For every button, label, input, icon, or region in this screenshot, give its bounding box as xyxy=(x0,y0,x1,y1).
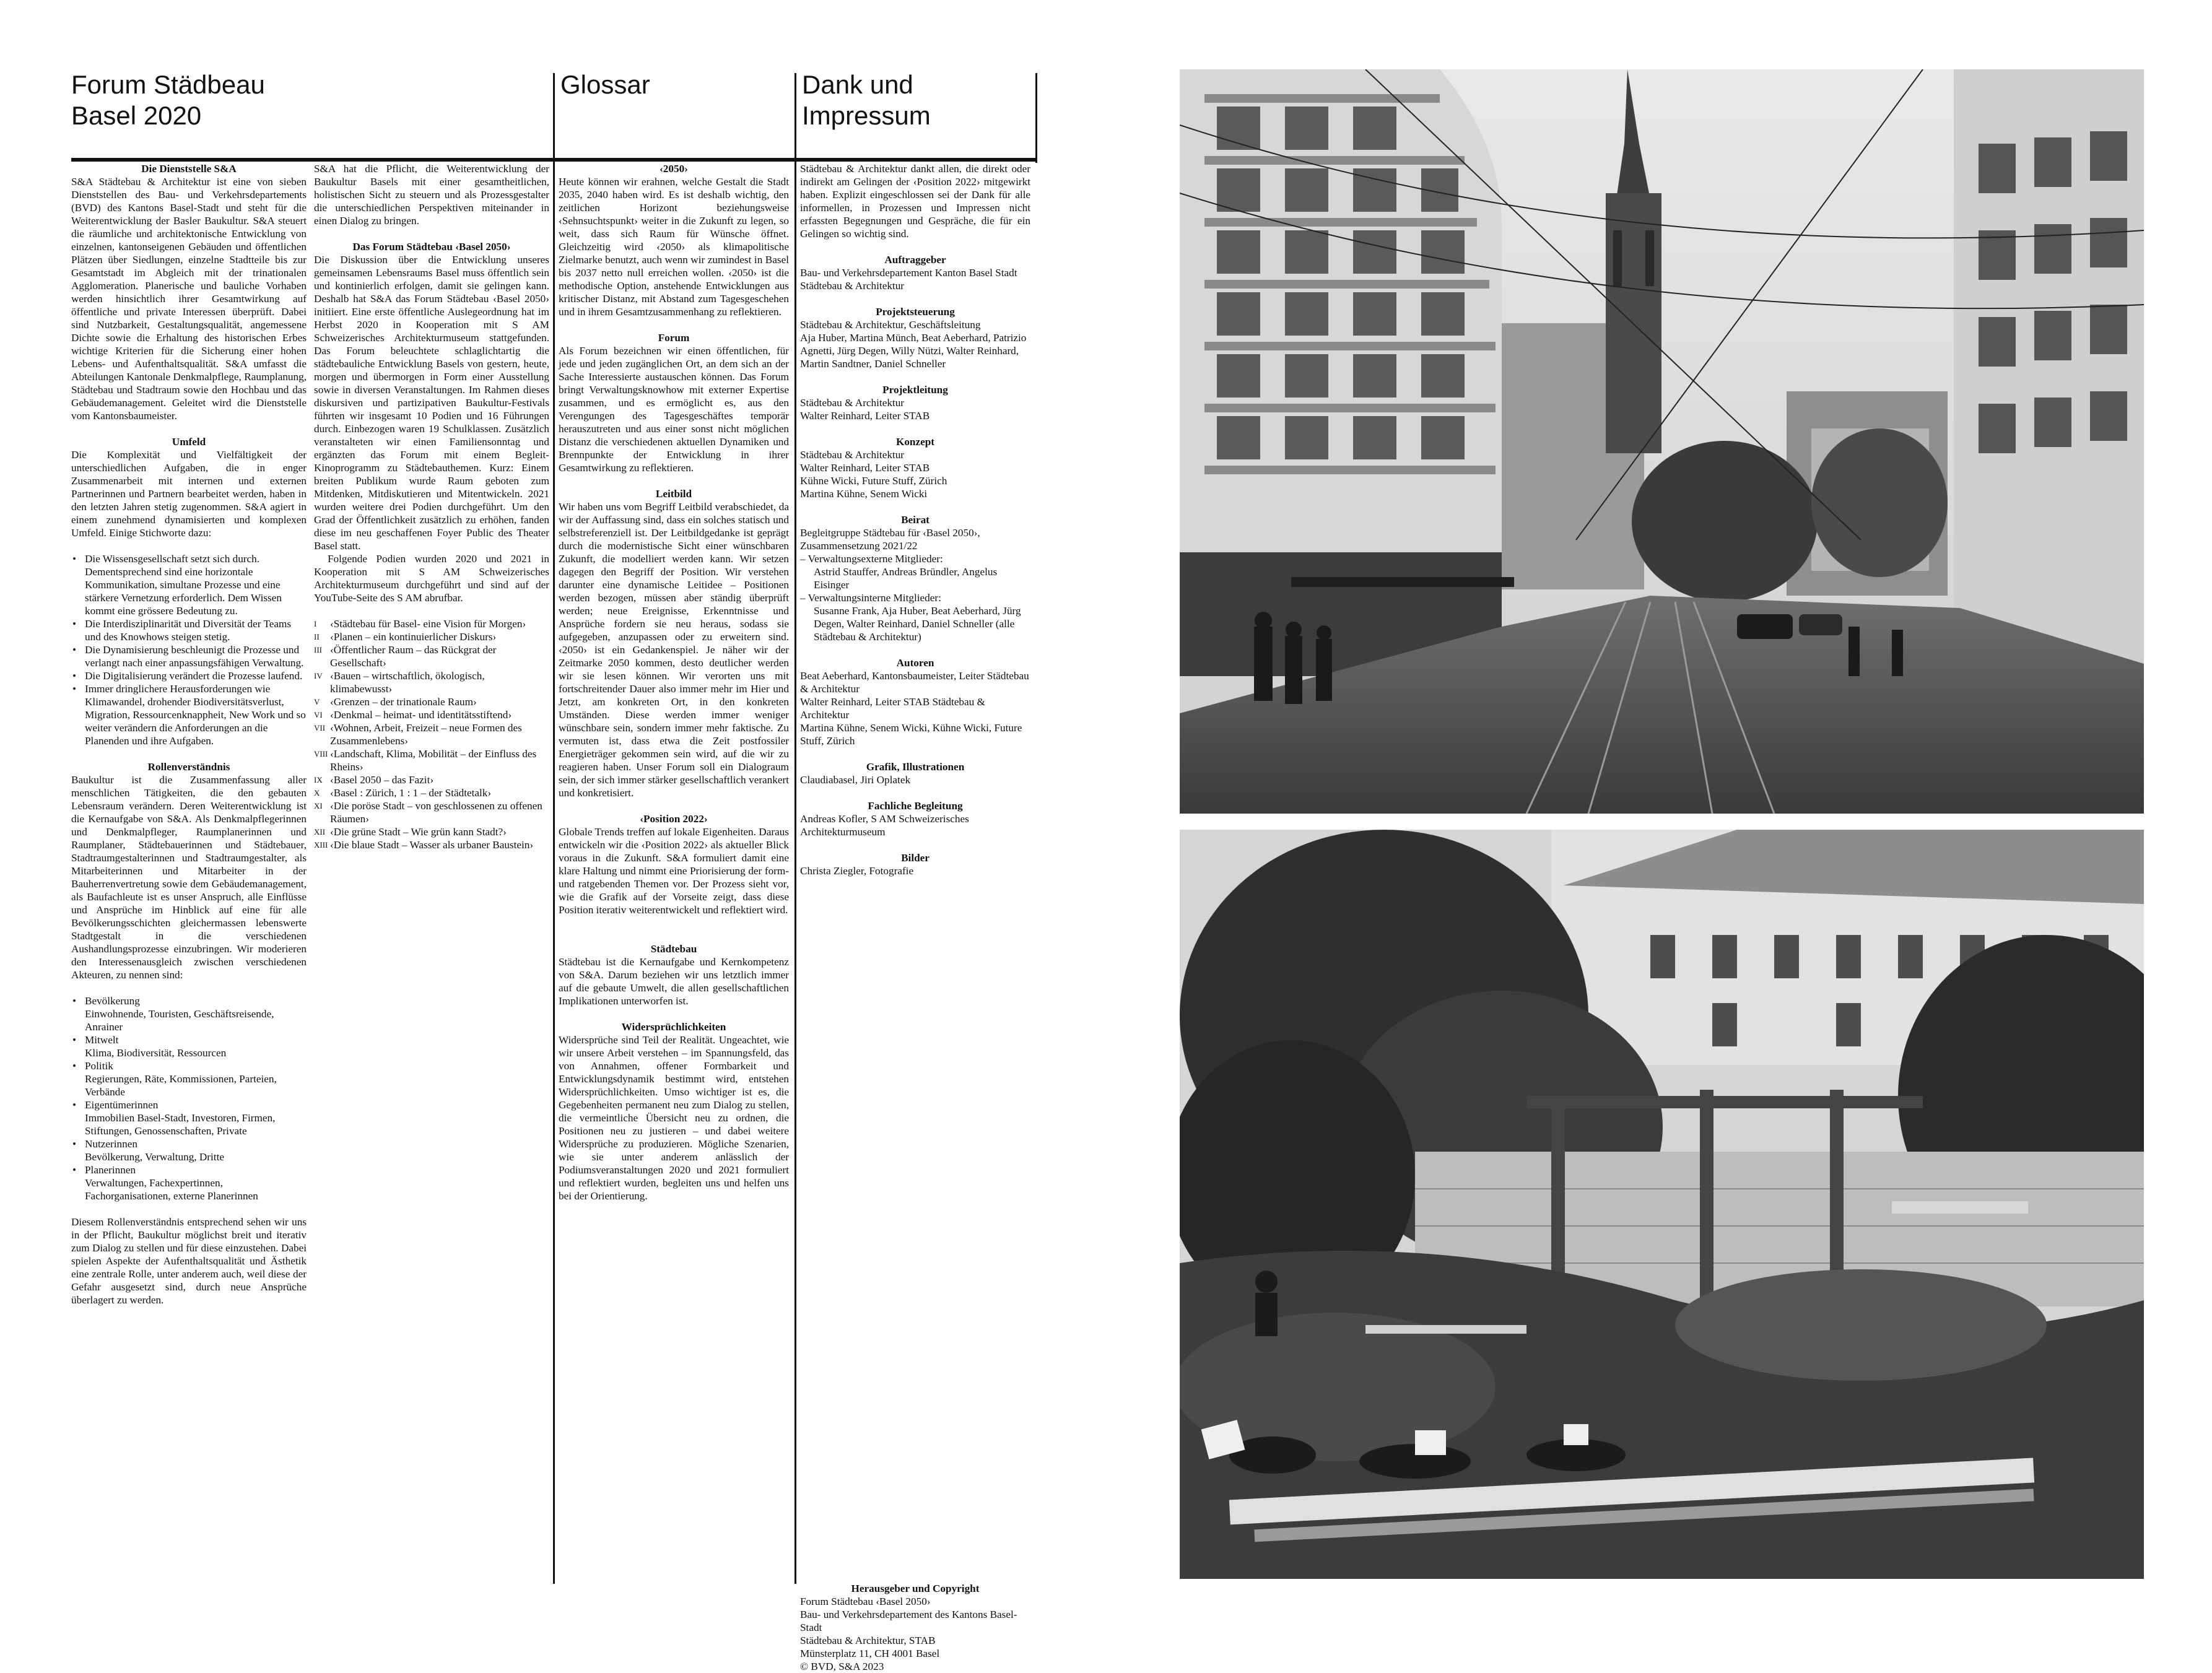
text-line: Beat Aeberhard, Kantonsbaumeister, Leiter Städtebau & Architektur xyxy=(800,670,1029,695)
list-item xyxy=(85,1137,307,1163)
header-forum-line1: Forum Städbeau xyxy=(71,70,265,99)
text-forum-1: Die Diskussion über die Entwicklung unseres gemeinsamen Lebensraums Basel muss öffentlich sein und kontinierlich erfolgen, damit sie gelingen kann. Deshalb hat S&A das Forum Städtebau ‹Basel 2050› initiiert. Eine erste öffentliche Auslegeordnung hat im Herbst 2020 in Kooperation mit S AM Schweizerisches Architekturmuseum stattgefunden. Das Forum beleuchtete schlaglichtartig die städtebauliche Entwicklung Basels von gestern, heute, morgen und übermorgen in Form einer Ausstellung sowie in diversen Veranstaltungen. Im Rahmen dieses diskursiven und partizipativen Baukultur-Festivals führten wir insgesamt 10 Podien und 16 Führungen durch. Einbezogen waren 19 Schulklassen. Zusätzlich veranstalteten wir einen Familiensonntag und ergänzten das Forum mit einem Begleit-Kinoprogramm zu Städtebauthemen. Kurz: Einem breiten Publikum wurde Raum geboten zum Mitdenken, Mitdiskutieren und Mitentwickeln. 2021 wurden weitere drei Podien durchgeführt. Um den Grad der Öffentlichkeit zusätzlich zu erhöhen, fanden diese im neu geschaffenen Foyer Public des Theater Basel statt. xyxy=(314,254,549,552)
text-line: Christa Ziegler, Fotografie xyxy=(800,865,914,877)
list-item xyxy=(85,1163,307,1202)
heading-herausgeber: Herausgeber und Copyright xyxy=(851,1583,980,1594)
herausgeber-block xyxy=(800,1582,1030,1673)
text-schluss: Diesem Rollenverständnis entsprechend sehen wir uns in der Pflicht, Baukultur möglichst breit und iterativ zum Dialog zu stellen und für diese einzustehen. Dabei spielen Aspekte der Aufenthaltsqualität und Ästhetik eine zentrale Rolle, unter anderem auch, weil diese der Gefahr ausgesetzt sind, durch neue Ansprüche überlagert zu werden. xyxy=(71,1216,307,1306)
column-glossar xyxy=(559,162,789,1202)
list-podien xyxy=(314,617,549,851)
list-item-title: Mitwelt xyxy=(85,1034,119,1046)
list-item: VII ‹Wohnen, Arbeit, Freizeit – neue Formen des Zusammenlebens› xyxy=(314,722,522,747)
list-item xyxy=(85,1059,307,1098)
list-item: • Die Digitalisierung verändert die Prozesse laufend. xyxy=(85,669,307,682)
text-line: Städtebau & Architektur, STAB xyxy=(800,1635,936,1646)
text-line: Walter Reinhard, Leiter STAB xyxy=(800,462,930,474)
column-divider-glossar xyxy=(553,73,555,1584)
text-line: © BVD, S&A 2023 xyxy=(800,1661,884,1672)
heading-fachliche-begleitung: Fachliche Begleitung xyxy=(868,800,963,812)
list-item-sub: Klima, Biodiversität, Ressourcen xyxy=(85,1047,227,1059)
text-intro: S&A hat die Pflicht, die Weiterentwicklung der Baukultur Basels mit einer gesamtheitlichen, holistischen Sicht zu steuern und als Prozessgestalter die unterschiedlichen Perspektiven miteinander in einen Dialog zu bringen. xyxy=(314,163,549,227)
column-divider-dank xyxy=(795,73,796,1584)
list-item: • Die Interdisziplinarität und Diversität der Teams und des Knowhows steigen stetig. xyxy=(85,617,307,643)
heading-forum-basel: Das Forum Städtebau ‹Basel 2050› xyxy=(352,241,511,253)
heading-staedtebau: Städtebau xyxy=(650,943,697,955)
text-line: Städtebau & Architektur xyxy=(800,280,905,292)
text-line: Andreas Kofler, S AM Schweizerisches Architekturmuseum xyxy=(800,813,969,838)
list-item-sub: Einwohnende, Touristen, Geschäftsreisende, Anrainer xyxy=(85,1008,274,1033)
list-item-title: Eigentümerinnen xyxy=(85,1099,159,1111)
list-item: VI ‹Denkmal – heimat- und identitätsstiftend› xyxy=(314,709,512,721)
text-forum-2: Folgende Podien wurden 2020 und 2021 in Kooperation mit S AM Schweizerisches Architekturmuseum durchgeführt und sind auf der YouTube-Seite des S AM abrufbar. xyxy=(314,553,549,604)
text-line: Martina Kühne, Senem Wicki, Kühne Wicki, Future Stuff, Zürich xyxy=(800,722,1022,747)
heading-rollen: Rollenverständnis xyxy=(147,761,230,773)
heading-beirat: Beirat xyxy=(901,514,930,526)
heading-konzept: Konzept xyxy=(895,436,935,448)
list-item: V ‹Grenzen – der trinationale Raum› xyxy=(314,696,477,708)
text-line: Bau- und Verkehrsdepartement des Kantons Basel-Stadt xyxy=(800,1609,1017,1633)
text-line: Susanne Frank, Aja Huber, Beat Aeberhard, Jürg Degen, Walter Reinhard, Daniel Schneller (alle Städtebau & Architektur) xyxy=(814,605,1021,643)
text-line: Claudiabasel, Jiri Oplatek xyxy=(800,774,911,786)
heading-widersprueche: Widersprüchlichkeiten xyxy=(621,1021,726,1033)
list-item: II ‹Planen – ein kontinuierlicher Diskurs› xyxy=(314,631,497,643)
text-widersprueche: Widersprüche sind Teil der Realität. Ungeachtet, wie wir unsere Arbeit verstehen – im Spannungsfeld, das von Annahmen, offener Formbarkeit und Entwicklungsdynamik bestimmt wird, entstehen Widersprüchlichkeiten. Umso wichtiger ist es, die Gegebenheiten permanent neu zum Dialog zu stellen, die vermeintliche Übersicht neu zu ordnen, die Positionen neu zu justieren – und dabei weitere Widersprüche zu produzieren. Mögliche Szenarien, wie sie unter anderem anlässlich der Podiumsveranstaltungen 2020 und 2021 formuliert und reflektiert wurden, begleiten uns und helfen uns bei der Orientierung. xyxy=(559,1034,789,1202)
heading-autoren: Autoren xyxy=(896,657,934,669)
text-umfeld: Die Komplexität und Vielfältigkeit der unterschiedlichen Aufgaben, die in enger Zusammenarbeit mit internen und externen Partnerinnen und Partnern bearbeitet werden, haben in den letzten Jahren stetig zugenommen. S&A agiert in einem zunehmend dynamisierten und komplexen Umfeld. Einige Stichworte dazu: xyxy=(71,449,307,539)
text-forum: Als Forum bezeichnen wir einen öffentlichen, für jede und jeden zugänglichen Ort, an dem sich an der Sache Interessierte austauschen können. Das Forum bringt Verwaltungsknowhow mit externer Expertise zusammen, und es ermöglicht es, aus den Verengungen des Tagesgeschäftes temporär herauszutreten und aus einer sonst nicht möglichen Distanz die verschiedenen aktuellen Dynamiken und Brennpunkte der Entwicklung in ihrer Gesamtwirkung zu reflektieren. xyxy=(559,345,789,474)
list-item-title: Planerinnen xyxy=(85,1164,136,1176)
text-line: Städtebau & Architektur, Geschäftsleitung xyxy=(800,319,981,331)
text-line: Walter Reinhard, Leiter STAB Städtebau & Architektur xyxy=(800,696,985,721)
list-item xyxy=(85,1098,307,1137)
header-dank xyxy=(802,69,931,131)
list-item: • Die Dynamisierung beschleunigt die Prozesse und verlangt nach einer anpassungsfähigen Verwaltung. xyxy=(85,643,307,669)
list-item: XII ‹Die grüne Stadt – Wie grün kann Stadt?› xyxy=(314,826,507,838)
heading-dienststelle: Die Dienststelle S&A xyxy=(141,163,237,175)
text-position: Globale Trends treffen auf lokale Eigenheiten. Daraus entwickeln wir die ‹Position 2022› als aktueller Blick voraus in die Zukunft. S&A formuliert damit eine klare Haltung und nimmt eine Priorisierung der form- und ratgebenden Themen vor. Der Prozess sieht vor, wie die Grafik auf der Vorseite zeigt, dass diese Position iterativ weiterentwickelt und reflektiert wird. xyxy=(559,826,789,916)
column-forum xyxy=(314,162,549,851)
column-divider-right xyxy=(1035,73,1037,163)
column-impressum xyxy=(800,162,1030,1673)
list-item xyxy=(85,994,307,1033)
list-item: XI ‹Die poröse Stadt – von geschlossenen zu offenen Räumen› xyxy=(314,800,542,825)
text-dank: Städtebau & Architektur dankt allen, die direkt oder indirekt am Gelingen der ‹Position 2022› mitgewirkt haben. Explizit eingeschlossen sei der Dank für alle informellen, in Prozessen und Impressen nicht erfassten Begegnungen und Gespräche, die für ein Gelingen so wichtig sind. xyxy=(800,163,1030,240)
list-item-sub: Bevölkerung, Verwaltung, Dritte xyxy=(85,1151,224,1163)
list-item: IX ‹Basel 2050 – das Fazit› xyxy=(314,774,434,786)
list-item: VIII ‹Landschaft, Klima, Mobilität – der Einfluss des Rheins› xyxy=(314,748,537,773)
header-glossar-text: Glossar xyxy=(560,70,650,99)
text-line: – Verwaltungsinterne Mitglieder: xyxy=(800,592,941,604)
text-line: Bau- und Verkehrsdepartement Kanton Basel Stadt xyxy=(800,267,1017,279)
heading-projektleitung: Projektleitung xyxy=(882,384,948,396)
list-umfeld xyxy=(71,552,307,747)
list-item xyxy=(85,1033,307,1059)
text-line: Münsterplatz 11, CH 4001 Basel xyxy=(800,1648,940,1659)
text-line: Aja Huber, Martina Münch, Beat Aeberhard, Patrizio Agnetti, Jürg Degen, Willy Nützi, Walter Reinhard, Martin Sandtner, Daniel Schneller xyxy=(800,332,1027,370)
heading-projektsteuerung: Projektsteuerung xyxy=(876,306,955,318)
column-dienststelle xyxy=(71,162,307,1306)
heading-auftraggeber: Auftraggeber xyxy=(884,254,946,266)
header-dank-line1: Dank und xyxy=(802,70,913,99)
text-line: Kühne Wicki, Future Stuff, Zürich xyxy=(800,475,947,487)
header-dank-line2: Impressum xyxy=(802,101,931,130)
text-line: Astrid Stauffer, Andreas Bründler, Angelus Eisinger xyxy=(814,566,998,591)
text-line: Forum Städtebau ‹Basel 2050› xyxy=(800,1596,931,1607)
text-line: – Verwaltungsexterne Mitglieder: xyxy=(800,553,943,565)
header-forum xyxy=(71,69,265,131)
list-item: I ‹Städtebau für Basel- eine Vision für Morgen› xyxy=(314,618,526,630)
list-item-title: Bevölkerung xyxy=(85,995,140,1007)
text-line: Walter Reinhard, Leiter STAB xyxy=(800,410,930,422)
list-item: X ‹Basel : Zürich, 1 : 1 – der Städtetalk› xyxy=(314,787,492,799)
heading-bilder: Bilder xyxy=(901,852,930,864)
list-item: IV ‹Bauen – wirtschaftlich, ökologisch, klimabewusst› xyxy=(314,670,485,695)
list-item: • Die Wissensgesellschaft setzt sich durch. Dementsprechend sind eine horizontale Kommunikation, simultane Prozesse und eine stärkere Vernetzung erforderlich. Dem Wissen kommt eine grössere Bedeutung zu. xyxy=(85,552,307,617)
list-item: III ‹Öffentlicher Raum – das Rückgrat der Gesellschaft› xyxy=(314,644,497,669)
text-leitbild: Wir haben uns vom Begriff Leitbild verabschiedet, da wir der Auffassung sind, dass ein solches statisch und selbstreferenziell ist. Der Leitbildgedanke ist geprägt durch die modernistische Sicht einer wünschbaren Zukunft, die modelliert werden kann. Wir setzen dagegen den Begriff der Position. Wir verstehen darunter eine dynamische Leitidee – Positionen werden bezogen, müssen aber ständig überprüft werden; neue Ereignisse, Erkenntnisse und Ansprüche fordern sie neu heraus, sodass sie aufgegeben, anzupassen oder zu erweitern sind. ‹2050› ist ein Gedankenspiel. Je näher wir der Zeitmarke 2050 kommen, desto deutlicher werden wir sie lesen können. Wir verorten uns mit fortschreitender Dauer also immer mehr im Hier und Jetzt, am konkreten Ort, in den konkreten Umständen. Diese werden immer weniger wünschbare sein, sondern immer mehr faktische. Zu vermuten ist, dass etwa die Zeit postfossiler Energieträger gekommen sein wird, auf die wir zu reagieren haben. Unser Forum soll ein Dialograum sein, der sich immer stärker gesellschaftlich verankert und konkretisiert. xyxy=(559,501,789,799)
list-item-sub: Verwaltungen, Fachexpertinnen, Fachorganisationen, externe Planerinnen xyxy=(85,1177,258,1202)
text-line: Begleitgruppe Städtebau für ‹Basel 2050›, Zusammensetzung 2021/22 xyxy=(800,527,980,552)
list-item: XIII ‹Die blaue Stadt – Wasser als urbaner Baustein› xyxy=(314,839,534,851)
list-item-sub: Immobilien Basel-Stadt, Investoren, Firmen, Stiftungen, Genossenschaften, Private xyxy=(85,1112,276,1137)
list-item-title: Nutzerinnen xyxy=(85,1138,137,1150)
photo-park-pergola xyxy=(1180,830,2144,1579)
text-staedtebau: Städtebau ist die Kernaufgabe und Kernkompetenz von S&A. Darum beziehen wir uns letztlich immer auf die gebaute Umwelt, die allen gesellschaftlichen Implikationen unterworfen ist. xyxy=(559,956,789,1007)
text-2050: Heute können wir erahnen, welche Gestalt die Stadt 2035, 2040 haben wird. Es ist deshalb wichtig, den zeitlichen Horizont beziehungsweise ‹Sehnsuchtspunkt› weiter in die Zukunft zu legen, so weit, dass sich Raum für Wünsche öffnet. Gleichzeitig wird ‹2050› als klimapolitische Zielmarke benutzt, auch wenn wir zumindest in Basel bis 2037 netto null erreichen wollen. ‹2050› ist die methodische Option, anstehende Entwicklungen aus kritischer Distanz, mit Abstand zum Tagesgeschehen und in ihrem Gesamtzusammenhang zu reflektieren. xyxy=(559,176,789,318)
text-line: Städtebau & Architektur xyxy=(800,397,905,409)
header-glossar xyxy=(560,69,650,100)
text-dienststelle: S&A Städtebau & Architektur ist eine von sieben Dienststellen des Bau- und Verkehrsdepartements (BVD) des Kantons Basel-Stadt und steht für die Weiterentwicklung der Basler Baukultur. S&A steuert die räumliche und architektonische Entwicklung von einzelnen, kantonseigenen Gebäuden und öffentlichen Plätzen über Siedlungen, einzelne Stadtteile bis zur Gesamtstadt im Abgleich mit der trinationalen Agglomeration. Planerische und bauliche Vorhaben werden hinsichtlich ihrer Gesamtwirkung auf öffentliche und private Interessen überprüft. Dabei sind Nutzbarkeit, Gestaltungsqualität, angemessene Dichte sowie die Erhaltung des historischen Erbes wichtige Kriterien für die Sicherung einer hohen Lebens- und Aufenthaltsqualität. S&A umfasst die Abteilungen Kantonale Denkmalpflege, Raumplanung, Städtebau und Stadtraum sowie den Hochbau und das Gebäudemanagement. Geleitet wird die Dienststelle vom Kantonsbaumeister. xyxy=(71,176,307,422)
text-rollen: Baukultur ist die Zusammenfassung aller menschlichen Tätigkeiten, die den gebauten Lebensraum verändern. Deren Weiterentwicklung ist die Kernaufgabe von S&A. Als Denkmalpflegerinnen und Denkmalpfleger, Raumplanerinnen und Raumplaner, Städtebauerinnen und Städtebauer, Stadtraumgestalterinnen und Stadtraumgestalter, als Mitarbeiterinnen und Mitarbeiter in der Bauherrenvertretung sowie dem Gebäudemanagement, als Baufachleute ist es unser Anspruch, alle Einflüsse und Ansprüche im Hinblick auf eine für alle Bevölkerungsschichten gleichermassen lebenswerte Stadtgestalt in die verschiedenen Aushandlungsprozesse einzubringen. Wir moderieren den Interessenausgleich zwischen verschiedenen Akteuren, zu nennen sind: xyxy=(71,774,307,981)
heading-2050: ‹2050› xyxy=(660,163,688,175)
header-forum-line2: Basel 2020 xyxy=(71,101,202,130)
list-item-title: Politik xyxy=(85,1060,113,1072)
heading-forum: Forum xyxy=(658,332,690,344)
heading-position: ‹Position 2022› xyxy=(640,813,708,825)
heading-grafik: Grafik, Illustrationen xyxy=(866,761,965,773)
text-line: Städtebau & Architektur xyxy=(800,449,905,461)
photo-street-cathedral xyxy=(1180,69,2144,814)
list-item-sub: Regierungen, Räte, Kommissionen, Parteien, Verbände xyxy=(85,1073,277,1098)
heading-leitbild: Leitbild xyxy=(655,488,692,500)
list-item: • Immer dringlichere Herausforderungen wie Klimawandel, drohender Biodiversitätsverlust, Migration, Ressourcenknappheit, New Work und so weiter verändern die Anforderungen an die Planenden und ihre Aufgaben. xyxy=(85,682,307,747)
heading-umfeld: Umfeld xyxy=(172,436,206,448)
text-line: Martina Kühne, Senem Wicki xyxy=(800,488,928,500)
list-akteure xyxy=(71,994,307,1202)
